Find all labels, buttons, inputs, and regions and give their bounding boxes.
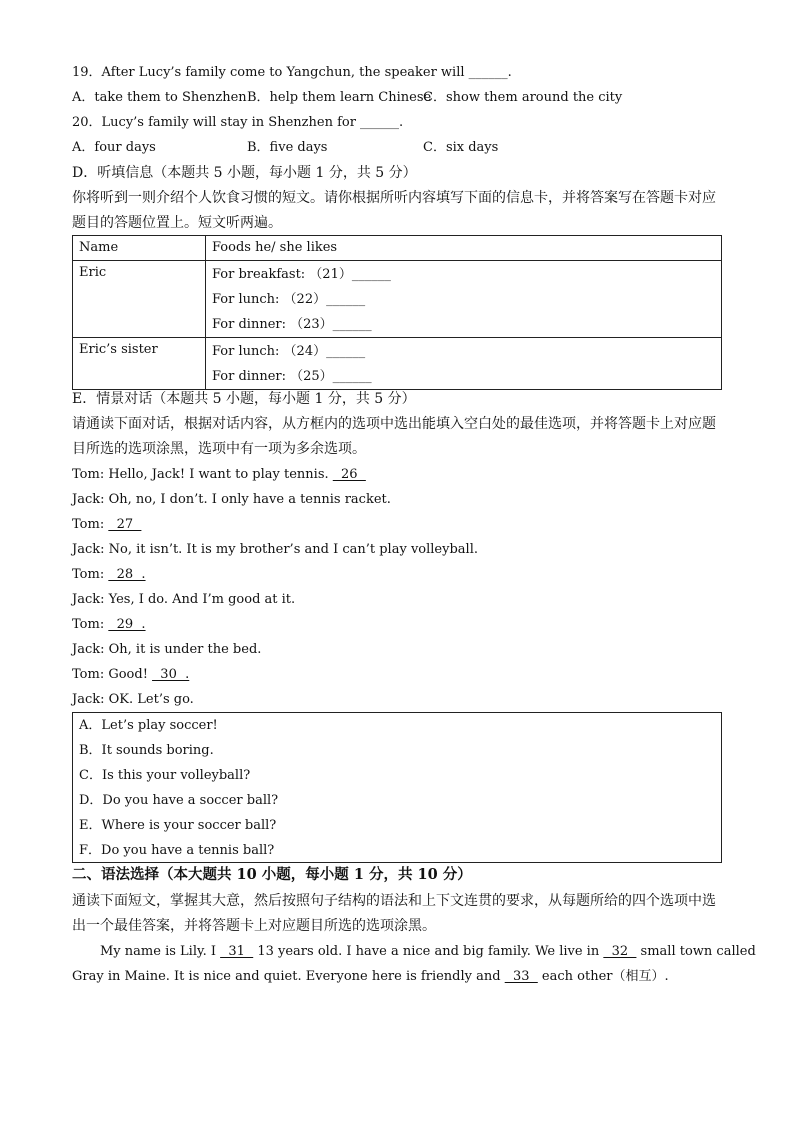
- blank-29[interactable]: 29 .: [108, 617, 146, 632]
- info-card-table: [72, 235, 722, 390]
- row-eric-foods: [206, 261, 722, 338]
- dialog-line: [72, 667, 189, 683]
- section-d-title: D．听填信息（本题共 5 小题，每小题 1 分，共 5 分）: [72, 165, 417, 181]
- section-d-instruction-2: 题目的答题位置上。短文听两遍。: [72, 215, 282, 231]
- table-row: [73, 338, 722, 390]
- section-e-instruction-1: 请通读下面对话，根据对话内容，从方框内的选项中选出能填入空白处的最佳选项，并将答题卡上对应题: [72, 416, 716, 432]
- passage-text: each other（相互）.: [537, 969, 669, 984]
- eric-lunch-blank[interactable]: For lunch: （22）______: [212, 292, 366, 307]
- q20-options: [72, 140, 722, 156]
- dialog-text: Jack: OK. Let’s go.: [72, 692, 194, 707]
- section-e-title: E．情景对话（本题共 5 小题，每小题 1 分，共 5 分）: [72, 391, 416, 407]
- q19-options: [72, 90, 722, 106]
- passage-text: Gray in Maine. It is nice and quiet. Everyone here is friendly and: [72, 969, 505, 984]
- option-d[interactable]: D．Do you have a soccer ball?: [79, 793, 279, 808]
- passage-line-2: [72, 969, 669, 985]
- q20-stem: 20．Lucy’s family will stay in Shenzhen for ______.: [72, 115, 404, 130]
- dialog-text: Jack: No, it isn’t. It is my brother’s and I can’t play volleyball.: [72, 542, 478, 557]
- section-d-instruction-1: 你将听到一则介绍个人饮食习惯的短文。请你根据所听内容填写下面的信息卡，并将答案写在答题卡对应: [72, 190, 716, 206]
- blank-31[interactable]: 31: [220, 944, 254, 959]
- sister-dinner-blank[interactable]: For dinner: （25）______: [212, 369, 372, 384]
- q19-option-b[interactable]: B．help them learn Chinese: [247, 90, 432, 105]
- option-b[interactable]: B．It sounds boring.: [79, 743, 214, 758]
- section-e-instruction-2: 目所选的选项涂黑，选项中有一项为多余选项。: [72, 441, 366, 457]
- dialog-text: Tom:: [72, 617, 109, 632]
- row-eric-name: Eric: [73, 261, 206, 338]
- dialog-line: [72, 642, 261, 658]
- dialog-line: [72, 617, 146, 633]
- passage-text: small town called: [636, 944, 756, 959]
- option-a[interactable]: A．Let’s play soccer!: [79, 718, 218, 733]
- dialog-text: Tom:: [72, 517, 109, 532]
- q19-stem: 19．After Lucy’s family come to Yangchun, the speaker will ______.: [72, 65, 512, 80]
- passage-text: My name is Lily. I: [100, 944, 221, 959]
- blank-30[interactable]: 30 .: [152, 667, 190, 682]
- dialog-line: [72, 567, 146, 583]
- blank-32[interactable]: 32: [603, 944, 637, 959]
- table-row: [73, 236, 722, 261]
- dialog-text: Jack: Oh, no, I don’t. I only have a tennis racket.: [72, 492, 391, 507]
- dialog-text: Tom: Good!: [72, 667, 153, 682]
- dialog-text: Jack: Yes, I do. And I’m good at it.: [72, 592, 296, 607]
- sister-lunch-blank[interactable]: For lunch: （24）______: [212, 344, 366, 359]
- passage-line-1: [100, 944, 756, 960]
- option-f[interactable]: F．Do you have a tennis ball?: [79, 843, 275, 858]
- blank-26[interactable]: 26: [332, 467, 366, 482]
- dialog-text: Tom:: [72, 567, 109, 582]
- row-sister-foods: [206, 338, 722, 390]
- eric-breakfast-blank[interactable]: For breakfast: （21）______: [212, 267, 391, 282]
- dialog-line: [72, 467, 366, 483]
- q20-option-c[interactable]: C．six days: [423, 140, 499, 155]
- dialog-line: [72, 542, 478, 558]
- grammar-instruction-1: 通读下面短文，掌握其大意，然后按照句子结构的语法和上下文连贯的要求，从每题所给的四个选项中选: [72, 893, 716, 909]
- header-foods: Foods he/ she likes: [206, 236, 722, 261]
- blank-28[interactable]: 28 .: [108, 567, 146, 582]
- dialog-text: Tom: Hello, Jack! I want to play tennis.: [72, 467, 333, 482]
- passage-text: 13 years old. I have a nice and big family. We live in: [253, 944, 604, 959]
- dialog-line: [72, 492, 391, 508]
- dialog-line: [72, 692, 194, 708]
- grammar-instruction-2: 出一个最佳答案，并将答题卡上对应题目所选的选项涂黑。: [72, 918, 436, 934]
- q20-option-b[interactable]: B．five days: [247, 140, 328, 155]
- blank-33[interactable]: 33: [504, 969, 538, 984]
- dialog-line: [72, 517, 141, 533]
- row-sister-name: Eric’s sister: [73, 338, 206, 390]
- dialog-line: [72, 592, 295, 608]
- q20-option-a[interactable]: A．four days: [72, 140, 156, 155]
- grammar-section-title: 二、语法选择（本大题共 10 小题，每小题 1 分，共 10 分）: [72, 866, 472, 883]
- q19-option-a[interactable]: A．take them to Shenzhen: [72, 90, 247, 105]
- options-box: [72, 712, 722, 863]
- eric-dinner-blank[interactable]: For dinner: （23）______: [212, 317, 372, 332]
- option-c[interactable]: C．Is this your volleyball?: [79, 768, 251, 783]
- blank-27[interactable]: 27: [108, 517, 142, 532]
- table-row: [73, 261, 722, 338]
- option-e[interactable]: E．Where is your soccer ball?: [79, 818, 277, 833]
- q19-option-c[interactable]: C．show them around the city: [423, 90, 623, 105]
- header-name: Name: [73, 236, 206, 261]
- dialog-text: Jack: Oh, it is under the bed.: [72, 642, 262, 657]
